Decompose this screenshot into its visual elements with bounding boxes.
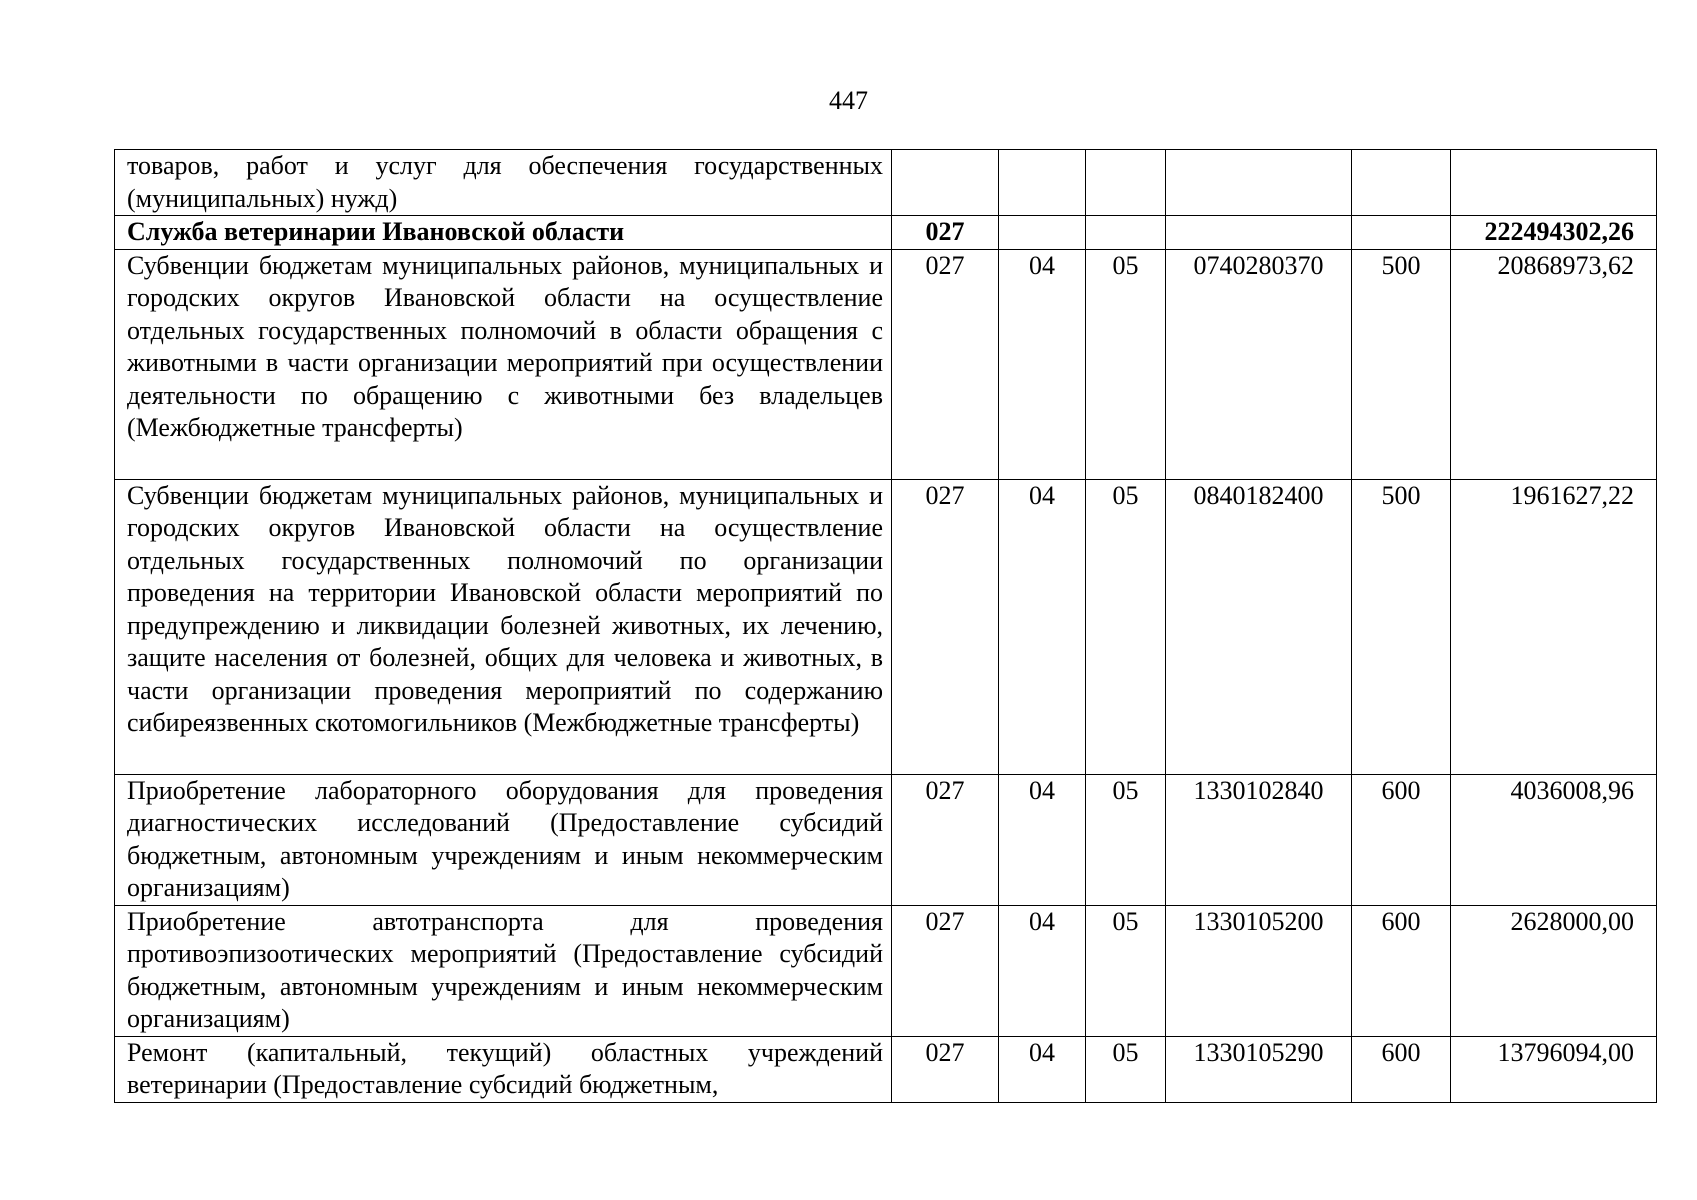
subsection-code: 05 — [1086, 479, 1166, 774]
row-description: товаров, работ и услуг для обеспечения государственных (муниципальных) нужд) — [115, 150, 892, 216]
amount — [1451, 150, 1657, 216]
target-article-code: 1330102840 — [1166, 774, 1352, 905]
row-description: Субвенции бюджетам муниципальных районов, муниципальных и городских округов Ивановской области на осуществление отдельных государственных полномочий по организации проведения на территории Ивановской области мероприятий по предупреждению и ликвидации болезней животных, их лечению, защите населения от болезней, общих для человека и животных, в части организации проведения мероприятий по содержанию сибиреязвенных скотомогильников (Межбюджетные трансферты) — [115, 479, 892, 774]
amount: 13796094,00 — [1451, 1036, 1657, 1102]
expense-type-code — [1352, 150, 1451, 216]
section-code — [999, 216, 1086, 250]
row-description: Приобретение лабораторного оборудования для проведения диагностических исследований (Предоставление субсидий бюджетным, автономным учреждениям и иным некоммерческим организациям) — [115, 774, 892, 905]
row-description: Приобретение автотранспорта для проведения противоэпизоотических мероприятий (Предоставление субсидий бюджетным, автономным учреждениям и иным некоммерческим организациям) — [115, 905, 892, 1036]
subsection-code: 05 — [1086, 774, 1166, 905]
table-row — [115, 774, 1657, 905]
subsection-code: 05 — [1086, 249, 1166, 479]
target-article-code — [1166, 150, 1352, 216]
expense-type-code: 500 — [1352, 479, 1451, 774]
section-code: 04 — [999, 479, 1086, 774]
ministry-code: 027 — [892, 479, 999, 774]
amount: 20868973,62 — [1451, 249, 1657, 479]
table-row — [115, 905, 1657, 1036]
subsection-code — [1086, 150, 1166, 216]
expense-type-code: 600 — [1352, 1036, 1451, 1102]
subsection-code: 05 — [1086, 1036, 1166, 1102]
table-row — [115, 249, 1657, 479]
table-row — [115, 150, 1657, 216]
ministry-code: 027 — [892, 249, 999, 479]
page-number: 447 — [829, 86, 868, 115]
expense-type-code: 600 — [1352, 905, 1451, 1036]
row-description: Субвенции бюджетам муниципальных районов, муниципальных и городских округов Ивановской области на осуществление отдельных государственных полномочий в области обращения с животными в части организации мероприятий при осуществлении деятельности по обращению с животными без владельцев (Межбюджетные трансферты) — [115, 249, 892, 479]
amount: 1961627,22 — [1451, 479, 1657, 774]
row-description: Служба ветеринарии Ивановской области — [115, 216, 892, 250]
expense-type-code — [1352, 216, 1451, 250]
target-article-code: 0840182400 — [1166, 479, 1352, 774]
budget-table — [114, 149, 1657, 1103]
target-article-code: 1330105200 — [1166, 905, 1352, 1036]
target-article-code — [1166, 216, 1352, 250]
target-article-code: 1330105290 — [1166, 1036, 1352, 1102]
amount: 222494302,26 — [1451, 216, 1657, 250]
section-code — [999, 150, 1086, 216]
subsection-code: 05 — [1086, 905, 1166, 1036]
amount: 4036008,96 — [1451, 774, 1657, 905]
table-row — [115, 216, 1657, 250]
table-row — [115, 479, 1657, 774]
table-row — [115, 1036, 1657, 1102]
amount: 2628000,00 — [1451, 905, 1657, 1036]
subsection-code — [1086, 216, 1166, 250]
expense-type-code: 500 — [1352, 249, 1451, 479]
section-code: 04 — [999, 1036, 1086, 1102]
row-description: Ремонт (капитальный, текущий) областных учреждений ветеринарии (Предоставление субсидий бюджетным, — [115, 1036, 892, 1102]
section-code: 04 — [999, 249, 1086, 479]
ministry-code: 027 — [892, 774, 999, 905]
ministry-code: 027 — [892, 216, 999, 250]
ministry-code: 027 — [892, 1036, 999, 1102]
ministry-code: 027 — [892, 905, 999, 1036]
section-code: 04 — [999, 905, 1086, 1036]
expense-type-code: 600 — [1352, 774, 1451, 905]
ministry-code — [892, 150, 999, 216]
target-article-code: 0740280370 — [1166, 249, 1352, 479]
section-code: 04 — [999, 774, 1086, 905]
